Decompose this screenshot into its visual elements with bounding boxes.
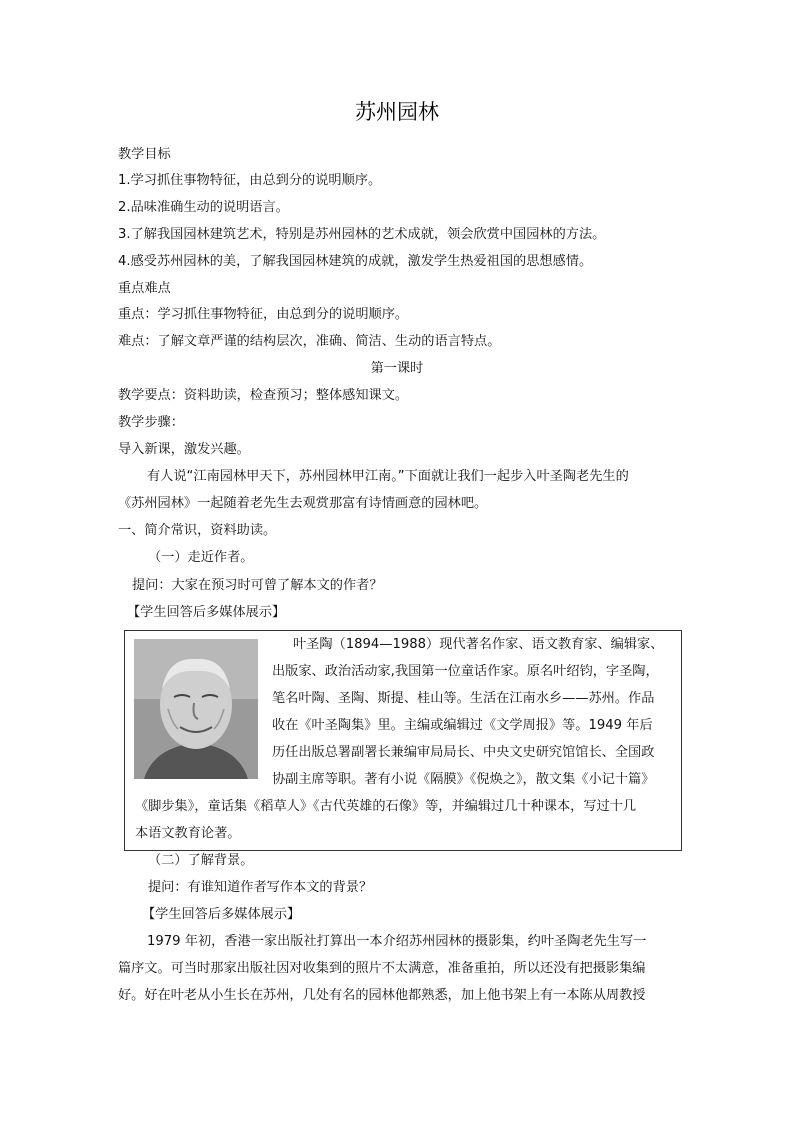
lesson-heading: 第一课时 [370,361,424,376]
author-bio-line: 笔名叶陶、圣陶、斯提、桂山等。生活在江南水乡——苏州。作品 [272,691,655,706]
author-bio-line: 历任出版总署副署长兼编审局局长、中央文史研究馆馆长、全国政 [272,745,655,760]
section-heading: 一、简介常识，资料助读。 [118,523,277,538]
author-portrait-icon [134,639,258,779]
page-title: 苏州园林 [355,100,439,124]
display-note: 【学生回答后多媒体展示】 [142,907,301,922]
author-bio-line: 叶圣陶（1894—1988）现代著名作家、语文教育家、编辑家、 [293,637,664,652]
steps-heading: 教学步骤： [118,415,184,430]
intro-paragraph-line: 《苏州园林》一起随着老先生去观赏那富有诗情画意的园林吧。 [118,496,488,511]
goals-heading: 教学目标 [118,147,171,162]
author-bio-line: 《脚步集》，童话集《稻草人》《古代英雄的石像》等，并编辑过几十种课本，写过十几 [135,799,637,814]
author-info-box [124,630,682,851]
author-bio-line: 本语文教育论著。 [135,826,241,841]
subsection-heading: （一）走近作者。 [148,550,254,565]
question-line: 提问：大家在预习时可曾了解本文的作者？ [132,578,383,593]
intro-paragraph-line: 有人说“江南园林甲天下，苏州园林甲江南。”下面就让我们一起步入叶圣陶老先生的 [147,469,629,484]
subsection-heading: （二）了解背景。 [148,853,254,868]
author-bio-line: 协副主席等职。著有小说《隔膜》《倪焕之》，散文集《小记十篇》 [272,772,655,787]
difficult-point: 难点：了解文章严谨的结构层次，准确、简洁、生动的语言特点。 [118,334,501,349]
goal-item: 4.感受苏州园林的美，了解我国园林建筑的成就，激发学生热爱祖国的思想感情。 [118,254,593,269]
background-paragraph-line: 好。好在叶老从小生长在苏州，几处有名的园林他都熟悉，加上他书架上有一本陈从周教授 [118,988,646,1003]
display-note: 【学生回答后多媒体展示】 [127,605,286,620]
author-bio-line: 收在《叶圣陶集》里。主编或编辑过《文学周报》等。1949 年后 [272,718,653,733]
question-line: 提问：有谁知道作者写作本文的背景？ [148,880,373,895]
lesson-points: 教学要点：资料助读，检查预习；整体感知课文。 [118,388,409,403]
background-paragraph-line: 1979 年初，香港一家出版社打算出一本介绍苏州园林的摄影集，约叶圣陶老先生写一 [147,934,647,949]
goal-item: 1.学习抓住事物特征，由总到分的说明顺序。 [118,173,382,188]
key-heading: 重点难点 [118,281,171,296]
author-bio-line: 出版家、政治活动家,我国第一位童话作家。原名叶绍钧，字圣陶， [272,664,659,679]
background-paragraph-line: 篇序文。可当时那家出版社因对收集到的照片不太满意，准备重拍，所以还没有把摄影集编 [118,961,646,976]
goal-item: 2.品味准确生动的说明语言。 [118,200,289,215]
key-point: 重点：学习抓住事物特征，由总到分的说明顺序。 [118,307,409,322]
goal-item: 3.了解我国园林建筑艺术，特别是苏州园林的艺术成就，领会欣赏中国园林的方法。 [118,227,606,242]
intro-line: 导入新课，激发兴趣。 [118,442,250,457]
